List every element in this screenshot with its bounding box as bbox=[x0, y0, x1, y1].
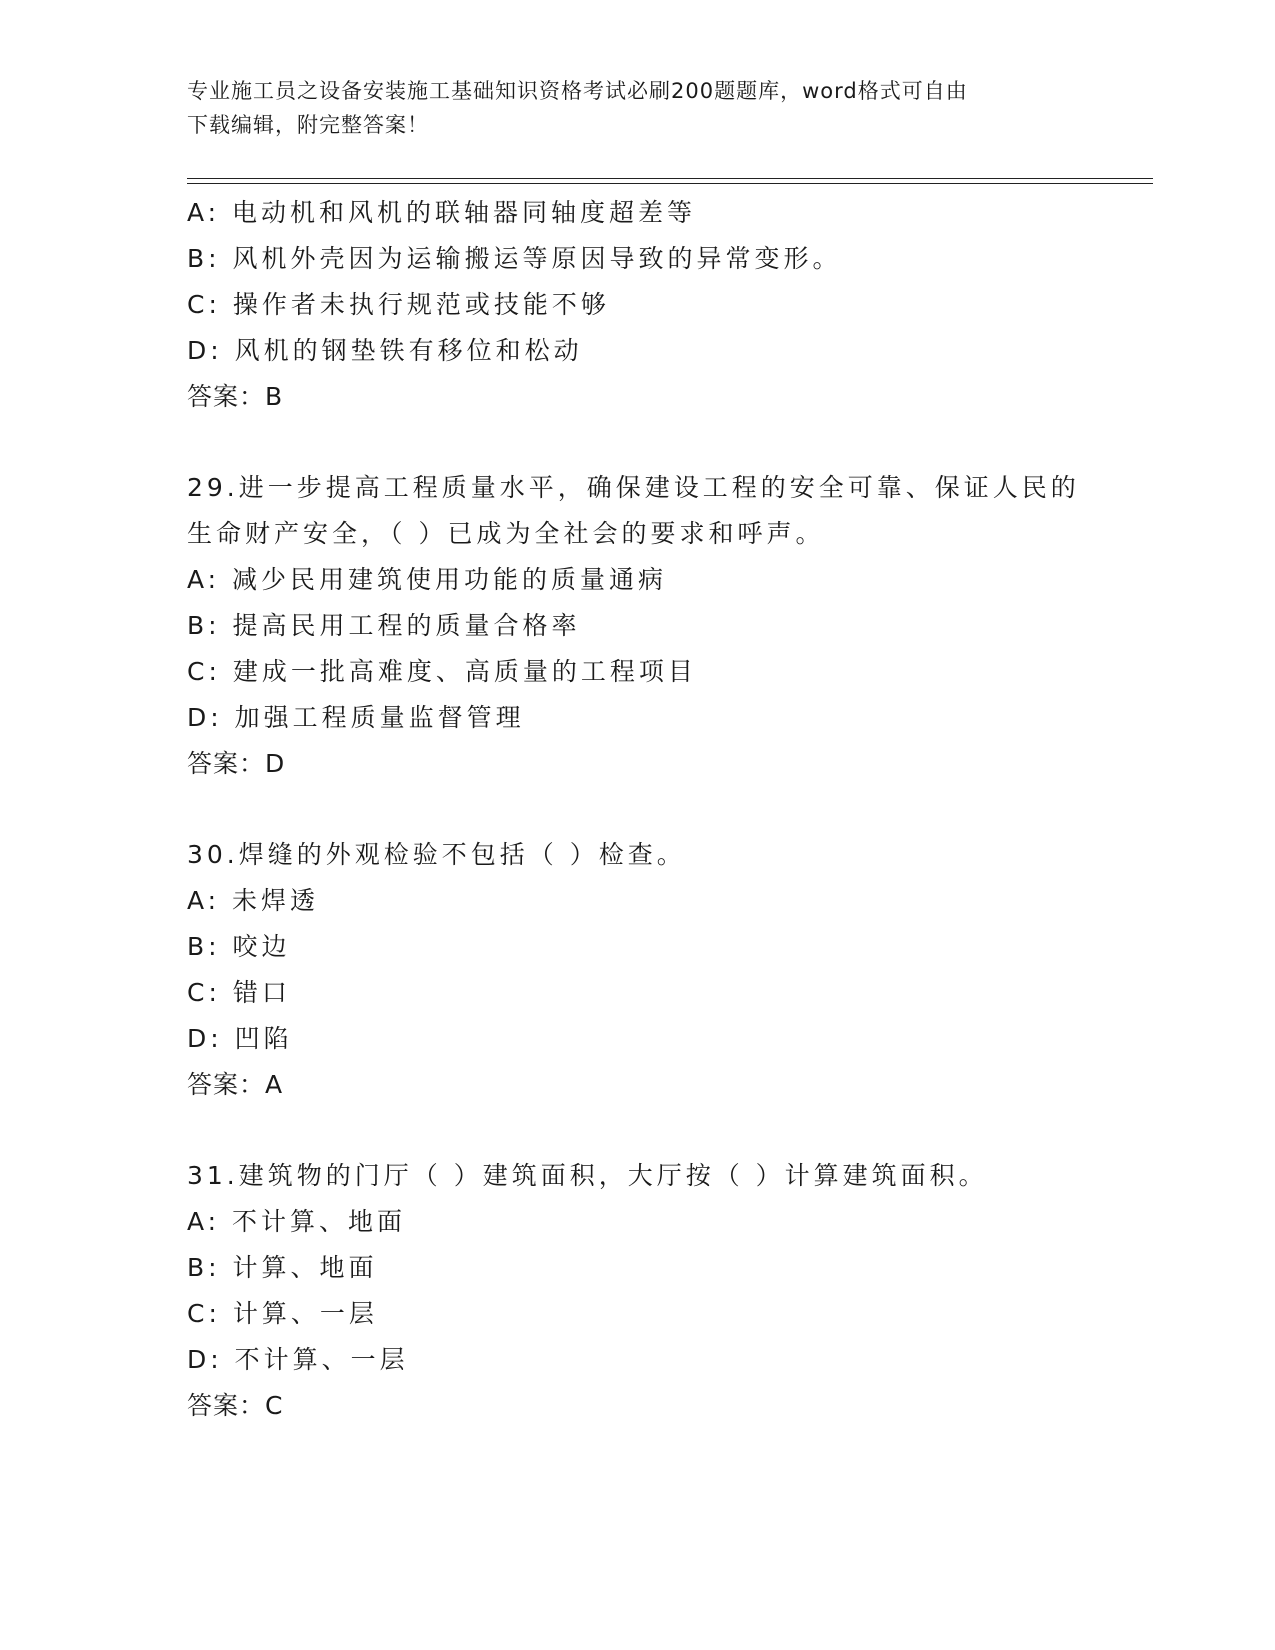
option-c: C: 操作者未执行规范或技能不够 bbox=[187, 290, 610, 319]
document-header bbox=[187, 74, 1087, 142]
header-line-2: 下载编辑，附完整答案！ bbox=[187, 113, 429, 137]
option-a: A: 不计算、地面 bbox=[187, 1207, 407, 1236]
spacer bbox=[187, 787, 1147, 832]
answer: 答案：D bbox=[187, 749, 286, 778]
header-divider-top bbox=[187, 178, 1153, 179]
option-a: A: 减少民用建筑使用功能的质量通病 bbox=[187, 565, 668, 594]
option-d: D: 加强工程质量监督管理 bbox=[187, 703, 525, 732]
answer: 答案：A bbox=[187, 1070, 284, 1099]
option-d: D: 风机的钢垫铁有移位和松动 bbox=[187, 336, 583, 365]
option-c: C: 建成一批高难度、高质量的工程项目 bbox=[187, 657, 697, 686]
question-stem: 30.焊缝的外观检验不包括（ ）检查。 bbox=[187, 840, 686, 869]
question-30 bbox=[187, 832, 1147, 1108]
option-d: D: 凹陷 bbox=[187, 1024, 293, 1053]
header-line-1: 专业施工员之设备安装施工基础知识资格考试必刷200题题库，word格式可自由 bbox=[187, 79, 968, 103]
option-c: C: 计算、一层 bbox=[187, 1299, 378, 1328]
question-28 bbox=[187, 190, 1147, 420]
header-divider-bottom bbox=[187, 183, 1153, 184]
option-a: A: 电动机和风机的联轴器同轴度超差等 bbox=[187, 198, 697, 227]
spacer bbox=[187, 1108, 1147, 1153]
question-31 bbox=[187, 1153, 1147, 1429]
question-stem: 29.进一步提高工程质量水平，确保建设工程的安全可靠、保证人民的 bbox=[187, 473, 1080, 502]
option-b: B: 风机外壳因为运输搬运等原因导致的异常变形。 bbox=[187, 244, 842, 273]
spacer bbox=[187, 420, 1147, 465]
option-a: A: 未焊透 bbox=[187, 886, 320, 915]
option-b: B: 咬边 bbox=[187, 932, 291, 961]
option-b: B: 提高民用工程的质量合格率 bbox=[187, 611, 581, 640]
option-d: D: 不计算、一层 bbox=[187, 1345, 409, 1374]
question-list bbox=[187, 190, 1147, 1429]
option-c: C: 错口 bbox=[187, 978, 291, 1007]
question-stem: 31.建筑物的门厅（ ）建筑面积，大厅按（ ）计算建筑面积。 bbox=[187, 1161, 988, 1190]
option-b: B: 计算、地面 bbox=[187, 1253, 378, 1282]
question-stem-continued: 生命财产安全，（ ）已成为全社会的要求和呼声。 bbox=[187, 519, 825, 548]
answer: 答案：C bbox=[187, 1391, 284, 1420]
question-29 bbox=[187, 465, 1147, 787]
answer: 答案：B bbox=[187, 382, 284, 411]
